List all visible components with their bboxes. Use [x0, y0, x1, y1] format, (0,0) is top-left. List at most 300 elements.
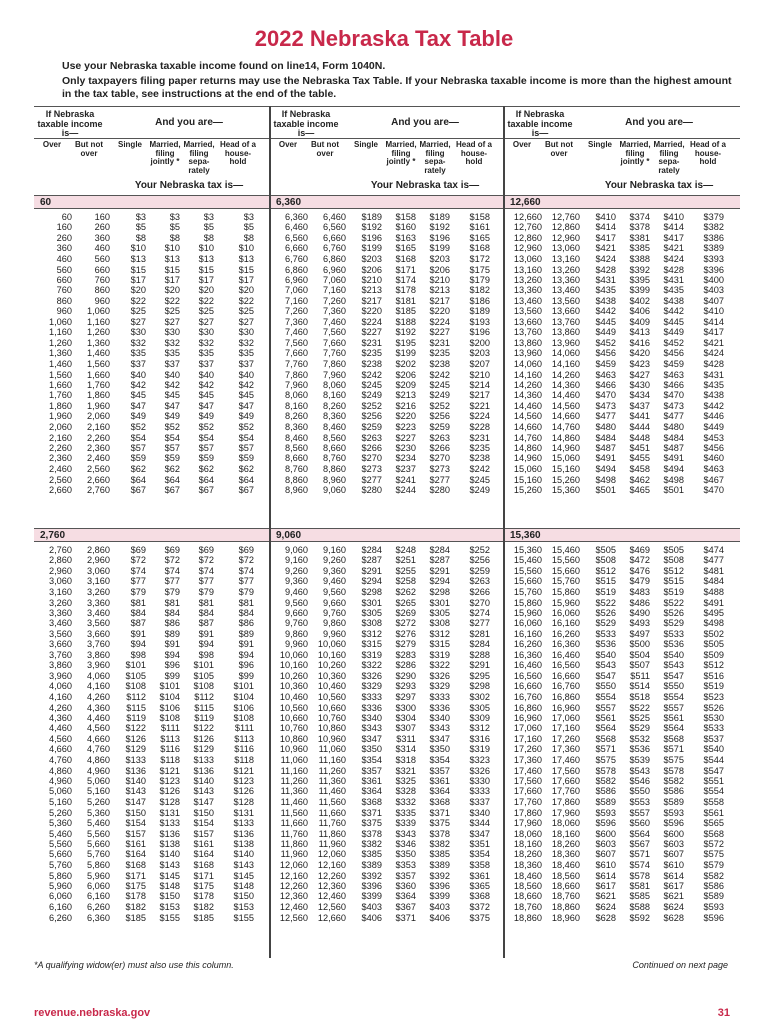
single-cell: $196: [361, 232, 382, 243]
mfj-cell: $133: [159, 818, 180, 829]
hoh-cell: $333: [469, 786, 490, 797]
mfs-cell: $238: [429, 358, 450, 369]
head-household-label: Head of a house- hold: [689, 140, 726, 166]
hoh-cell: $305: [469, 702, 490, 713]
over-cell: 6,860: [285, 264, 308, 275]
hoh-cell: $337: [469, 796, 490, 807]
and-you-are-label: And you are—: [391, 117, 459, 128]
hoh-cell: $358: [469, 860, 490, 871]
hoh-cell: $10: [238, 243, 254, 254]
but-not-over-cell: 960: [94, 295, 110, 306]
but-not-over-cell: 7,760: [323, 348, 346, 359]
mfj-cell: $106: [159, 702, 180, 713]
mfj-cell: $202: [395, 358, 416, 369]
mfj-cell: $581: [629, 881, 650, 892]
but-not-over-cell: 4,160: [87, 681, 110, 692]
mfj-cell: $89: [164, 628, 180, 639]
over-cell: 1,660: [49, 380, 72, 391]
but-not-over-cell: 9,060: [323, 485, 346, 496]
hoh-cell: $150: [233, 891, 254, 902]
table-row: [270, 433, 506, 443]
over-cell: 17,360: [513, 755, 542, 766]
mfs-cell: $192: [429, 222, 450, 233]
mfj-cell: $399: [629, 285, 650, 296]
hoh-cell: $491: [703, 597, 724, 608]
mfj-cell: $416: [629, 337, 650, 348]
table-row: [270, 891, 506, 901]
but-not-over-cell: 260: [94, 222, 110, 233]
but-not-over-cell: 2,360: [87, 442, 110, 453]
hoh-cell: $196: [469, 327, 490, 338]
hoh-cell: $266: [469, 586, 490, 597]
mfj-cell: $543: [629, 765, 650, 776]
mfj-cell: $104: [159, 691, 180, 702]
over-cell: 1,460: [49, 358, 72, 369]
table-block: [504, 528, 740, 923]
mfj-cell: $557: [629, 807, 650, 818]
but-not-over-cell: 4,660: [87, 733, 110, 744]
table-row: [34, 703, 270, 713]
hoh-cell: $20: [238, 285, 254, 296]
mfs-cell: $108: [193, 681, 214, 692]
hoh-cell: $200: [469, 337, 490, 348]
hoh-cell: $128: [233, 796, 254, 807]
mfj-cell: $54: [164, 432, 180, 443]
mfj-cell: $314: [395, 744, 416, 755]
but-not-over-cell: 17,360: [551, 744, 580, 755]
table-row: [270, 285, 506, 295]
hoh-cell: $131: [233, 807, 254, 818]
table-row: [504, 338, 740, 348]
table-row: [504, 254, 740, 264]
single-cell: $284: [361, 545, 382, 555]
mfj-cell: $79: [164, 586, 180, 597]
single-cell: $589: [595, 796, 616, 807]
hoh-cell: $309: [469, 713, 490, 724]
but-not-over-cell: 5,460: [87, 818, 110, 829]
mfj-cell: $181: [395, 295, 416, 306]
mfs-cell: $368: [429, 796, 450, 807]
over-cell: 9,060: [285, 545, 308, 555]
table-block: [270, 528, 506, 923]
mfs-cell: $333: [429, 691, 450, 702]
mfj-cell: $145: [159, 870, 180, 881]
table-row: [34, 254, 270, 264]
table-row: [504, 776, 740, 786]
mfs-cell: $610: [663, 860, 684, 871]
over-cell: 1,060: [49, 317, 72, 328]
but-not-over-cell: 17,860: [551, 796, 580, 807]
single-cell: $357: [361, 765, 382, 776]
mfs-cell: $119: [194, 713, 214, 724]
but-not-over-cell: 3,460: [87, 607, 110, 618]
table-row: [34, 285, 270, 295]
mfj-cell: $276: [395, 628, 416, 639]
single-cell: $410: [595, 212, 616, 222]
but-not-over-cell: 6,160: [87, 891, 110, 902]
single-cell: $435: [595, 285, 616, 296]
hoh-cell: $558: [703, 796, 724, 807]
single-cell: $47: [130, 400, 146, 411]
mfj-cell: $62: [164, 463, 180, 474]
but-not-over-cell: 160: [94, 212, 110, 222]
mfj-cell: $300: [395, 702, 416, 713]
table-block: [34, 195, 270, 496]
table-row: [504, 370, 740, 380]
but-not-over-cell: 2,160: [87, 422, 110, 433]
table-row: [34, 359, 270, 369]
single-cell: $628: [595, 912, 616, 923]
over-cell: 10,660: [279, 713, 308, 724]
table-row: [34, 755, 270, 765]
hoh-cell: $442: [703, 400, 724, 411]
mfj-cell: $469: [629, 545, 650, 555]
over-cell: 6,060: [49, 891, 72, 902]
single-cell: $3: [135, 212, 146, 222]
hoh-cell: $148: [233, 881, 254, 892]
single-cell: $385: [361, 849, 382, 860]
but-not-over-cell: 1,860: [87, 390, 110, 401]
over-cell: 18,360: [513, 860, 542, 871]
hoh-cell: $30: [238, 327, 254, 338]
married-separately-label: Married, filing sepa- rately: [653, 140, 685, 175]
table-row: [270, 317, 506, 327]
table-row: [270, 475, 506, 485]
single-cell: $79: [130, 586, 146, 597]
mfs-cell: $294: [429, 576, 450, 587]
but-not-over-cell: 6,060: [87, 881, 110, 892]
but-not-over-cell: 5,660: [87, 838, 110, 849]
hoh-cell: $495: [703, 607, 724, 618]
mfj-cell: $564: [629, 828, 650, 839]
mfj-cell: $108: [159, 713, 180, 724]
if-income-label: If Nebraska taxable income is—: [507, 109, 573, 138]
but-not-over-label: But not over: [311, 140, 339, 158]
over-cell: 16,660: [513, 681, 542, 692]
mfj-cell: $367: [395, 901, 416, 912]
table-block: [504, 195, 740, 496]
but-not-over-cell: 6,560: [323, 222, 346, 233]
over-cell: 11,160: [280, 765, 308, 776]
mfs-cell: $298: [429, 586, 450, 597]
but-not-over-cell: 16,560: [551, 660, 580, 671]
but-not-over-cell: 18,160: [551, 828, 580, 839]
mfj-cell: $286: [395, 660, 416, 671]
over-cell: 16,060: [513, 618, 542, 629]
but-not-over-label: But not over: [75, 140, 103, 158]
mfs-cell: $231: [429, 337, 450, 348]
over-cell: 8,560: [285, 442, 308, 453]
mfj-cell: $392: [629, 264, 650, 275]
mfs-cell: $199: [429, 243, 450, 254]
hoh-cell: $69: [238, 545, 254, 555]
over-cell: 12,360: [279, 891, 308, 902]
over-cell: 4,360: [49, 713, 72, 724]
hoh-cell: $145: [233, 870, 254, 881]
table-row: [270, 359, 506, 369]
hoh-cell: $72: [238, 555, 254, 566]
but-not-over-cell: 12,860: [551, 222, 580, 233]
hoh-cell: $330: [469, 775, 490, 786]
over-cell: 10,760: [279, 723, 308, 734]
single-cell: $242: [361, 369, 382, 380]
over-cell: 15,460: [513, 555, 542, 566]
married-jointly-label: Married, filing jointly *: [619, 140, 651, 166]
mfs-cell: $84: [198, 607, 214, 618]
mfs-cell: $157: [193, 828, 214, 839]
mfs-cell: $487: [663, 442, 684, 453]
mfj-cell: $272: [395, 618, 416, 629]
but-not-over-cell: 12,360: [317, 881, 346, 892]
mfj-cell: $15: [164, 264, 180, 275]
but-not-over-cell: 17,460: [551, 755, 580, 766]
table-row: [270, 464, 506, 474]
single-cell: $252: [361, 400, 382, 411]
single-cell: $119: [126, 713, 146, 724]
single-cell: $459: [595, 358, 616, 369]
over-cell: 14,060: [513, 358, 542, 369]
table-row: [34, 587, 270, 597]
hoh-cell: $89: [238, 628, 254, 639]
table-row: [270, 734, 506, 744]
mfj-cell: $290: [395, 670, 416, 681]
mfj-cell: $148: [159, 881, 180, 892]
mfs-cell: $305: [429, 607, 450, 618]
but-not-over-cell: 6,760: [323, 243, 346, 254]
mfs-cell: $375: [429, 818, 450, 829]
mfs-cell: $263: [429, 432, 450, 443]
hoh-cell: $79: [238, 586, 254, 597]
mfj-cell: $378: [629, 222, 650, 233]
table-row: [270, 265, 506, 275]
but-not-over-cell: 1,760: [87, 380, 110, 391]
mfj-cell: $357: [395, 870, 416, 881]
over-cell: 7,060: [285, 285, 308, 296]
mfs-cell: $203: [429, 253, 450, 264]
over-cell: 5,660: [49, 849, 72, 860]
table-row: [504, 703, 740, 713]
but-not-over-cell: 6,360: [87, 912, 110, 923]
single-cell: $614: [595, 870, 616, 881]
but-not-over-cell: 9,760: [323, 607, 346, 618]
mfj-cell: $339: [395, 818, 416, 829]
but-not-over-cell: 11,960: [318, 838, 346, 849]
table-row: [504, 671, 740, 681]
table-row: [504, 723, 740, 733]
but-not-over-cell: 9,560: [323, 586, 346, 597]
but-not-over-cell: 16,960: [551, 702, 580, 713]
over-cell: 12,060: [279, 860, 308, 871]
hoh-cell: $431: [703, 369, 724, 380]
single-cell: $564: [595, 723, 616, 734]
but-not-over-cell: 15,160: [551, 463, 580, 474]
table-row: [504, 818, 740, 828]
mfs-cell: $512: [663, 565, 684, 576]
single-cell: $347: [361, 733, 382, 744]
but-not-over-cell: 12,760: [551, 212, 580, 222]
single-cell: $235: [361, 348, 382, 359]
table-row: [270, 755, 506, 765]
over-cell: 12,160: [279, 870, 308, 881]
single-cell: $568: [595, 733, 616, 744]
table-row: [34, 744, 270, 754]
table-row: [504, 296, 740, 306]
continued-note: Continued on next page: [632, 960, 728, 970]
table-row: [34, 818, 270, 828]
table-row: [270, 797, 506, 807]
hoh-cell: $481: [703, 565, 724, 576]
mfs-cell: $129: [193, 744, 214, 755]
mfs-cell: $505: [663, 545, 684, 555]
hoh-cell: $94: [238, 650, 254, 661]
over-cell: 17,660: [513, 786, 542, 797]
mfs-cell: $72: [198, 555, 214, 566]
over-cell: 6,160: [49, 901, 72, 912]
over-cell: 3,660: [49, 639, 72, 650]
single-cell: $607: [595, 849, 616, 860]
but-not-over-cell: 10,760: [317, 713, 346, 724]
single-cell: $312: [361, 628, 382, 639]
mfj-cell: $318: [395, 755, 416, 766]
mfj-cell: $64: [164, 474, 180, 485]
but-not-over-cell: 12,660: [317, 912, 346, 923]
mfs-cell: $175: [193, 881, 214, 892]
mfj-cell: $216: [395, 400, 416, 411]
over-cell: 5,060: [49, 786, 72, 797]
but-not-over-cell: 13,660: [551, 306, 580, 317]
mfs-cell: $273: [429, 463, 450, 474]
mfj-cell: $52: [164, 422, 180, 433]
hoh-cell: $242: [469, 463, 490, 474]
hoh-cell: $298: [469, 681, 490, 692]
mfj-cell: $486: [629, 597, 650, 608]
mfs-cell: $266: [429, 442, 450, 453]
over-cell: 17,860: [513, 807, 542, 818]
mfj-cell: $206: [395, 369, 416, 380]
mfj-cell: $529: [629, 723, 650, 734]
table-row: [504, 233, 740, 243]
table-row: [34, 629, 270, 639]
but-not-over-cell: 1,460: [87, 348, 110, 359]
but-not-over-cell: 15,660: [551, 565, 580, 576]
mfj-cell: $255: [395, 565, 416, 576]
mfs-cell: $35: [198, 348, 214, 359]
but-not-over-cell: 18,060: [551, 818, 580, 829]
over-cell: 7,460: [285, 327, 308, 338]
over-cell: 12,660: [513, 212, 542, 222]
hoh-cell: $281: [469, 628, 490, 639]
but-not-over-cell: 3,060: [87, 565, 110, 576]
mfs-cell: $561: [663, 713, 684, 724]
hoh-cell: $400: [703, 274, 724, 285]
mfj-cell: $199: [395, 348, 416, 359]
hoh-cell: $84: [238, 607, 254, 618]
single-cell: $35: [130, 348, 146, 359]
mfs-cell: $54: [198, 432, 214, 443]
over-cell: 660: [56, 274, 72, 285]
table-row: [270, 871, 506, 881]
mfj-cell: $128: [159, 796, 180, 807]
over-cell: 7,260: [285, 306, 308, 317]
hoh-cell: $512: [703, 660, 724, 671]
single-cell: $421: [595, 243, 616, 254]
mfj-cell: $514: [629, 681, 650, 692]
single-cell: $291: [361, 565, 382, 576]
over-cell: 8,860: [285, 474, 308, 485]
single-label: Single: [587, 140, 612, 149]
over-cell: 17,960: [513, 818, 542, 829]
table-row: [270, 296, 506, 306]
mfs-cell: $270: [429, 453, 450, 464]
mfs-cell: $291: [429, 565, 450, 576]
over-cell: 1,960: [49, 411, 72, 422]
over-cell: 13,060: [513, 253, 542, 264]
mfj-cell: $30: [164, 327, 180, 338]
table-row: [504, 660, 740, 670]
hoh-cell: $179: [469, 274, 490, 285]
over-cell: 17,260: [513, 744, 542, 755]
over-cell: 14,860: [513, 442, 542, 453]
but-not-over-cell: 3,360: [87, 597, 110, 608]
table-row: [34, 692, 270, 702]
single-cell: $69: [130, 545, 146, 555]
table-row: [34, 723, 270, 733]
single-cell: $319: [361, 650, 382, 661]
footer-url[interactable]: revenue.nebraska.gov: [34, 1007, 151, 1019]
but-not-over-cell: 18,260: [551, 838, 580, 849]
mfj-cell: $32: [164, 337, 180, 348]
table-row: [270, 776, 506, 786]
single-cell: $336: [361, 702, 382, 713]
mfs-cell: $343: [429, 723, 450, 734]
but-not-over-cell: 14,860: [551, 432, 580, 443]
mfs-cell: $378: [429, 828, 450, 839]
table-block: [270, 195, 506, 496]
but-not-over-cell: 9,960: [323, 628, 346, 639]
single-cell: $129: [125, 744, 146, 755]
single-cell: $259: [361, 422, 382, 433]
table-row: [34, 453, 270, 463]
mfs-cell: $64: [198, 474, 214, 485]
table-row: [270, 233, 506, 243]
table-block: [34, 528, 270, 923]
single-cell: $13: [130, 253, 146, 264]
table-row: [34, 296, 270, 306]
mfs-cell: $74: [198, 565, 214, 576]
hoh-cell: $428: [703, 358, 724, 369]
but-not-over-cell: 9,260: [323, 555, 346, 566]
table-row: [504, 285, 740, 295]
mfj-cell: $420: [629, 348, 650, 359]
mfj-cell: $455: [629, 453, 650, 464]
single-cell: $49: [130, 411, 146, 422]
hoh-cell: $288: [469, 650, 490, 661]
mfj-cell: $227: [395, 432, 416, 443]
over-cell: 1,160: [49, 327, 72, 338]
but-not-over-cell: 4,260: [87, 691, 110, 702]
mfj-cell: $74: [164, 565, 180, 576]
over-cell: 17,160: [513, 733, 542, 744]
hoh-cell: $5: [243, 222, 254, 233]
hoh-cell: $372: [469, 901, 490, 912]
mfj-cell: $304: [395, 713, 416, 724]
mfs-cell: $463: [663, 369, 684, 380]
over-cell: 13,360: [513, 285, 542, 296]
mfj-cell: $192: [395, 327, 416, 338]
over-cell: 13,160: [513, 264, 542, 275]
table-row: [504, 453, 740, 463]
but-not-over-cell: 10,660: [317, 702, 346, 713]
